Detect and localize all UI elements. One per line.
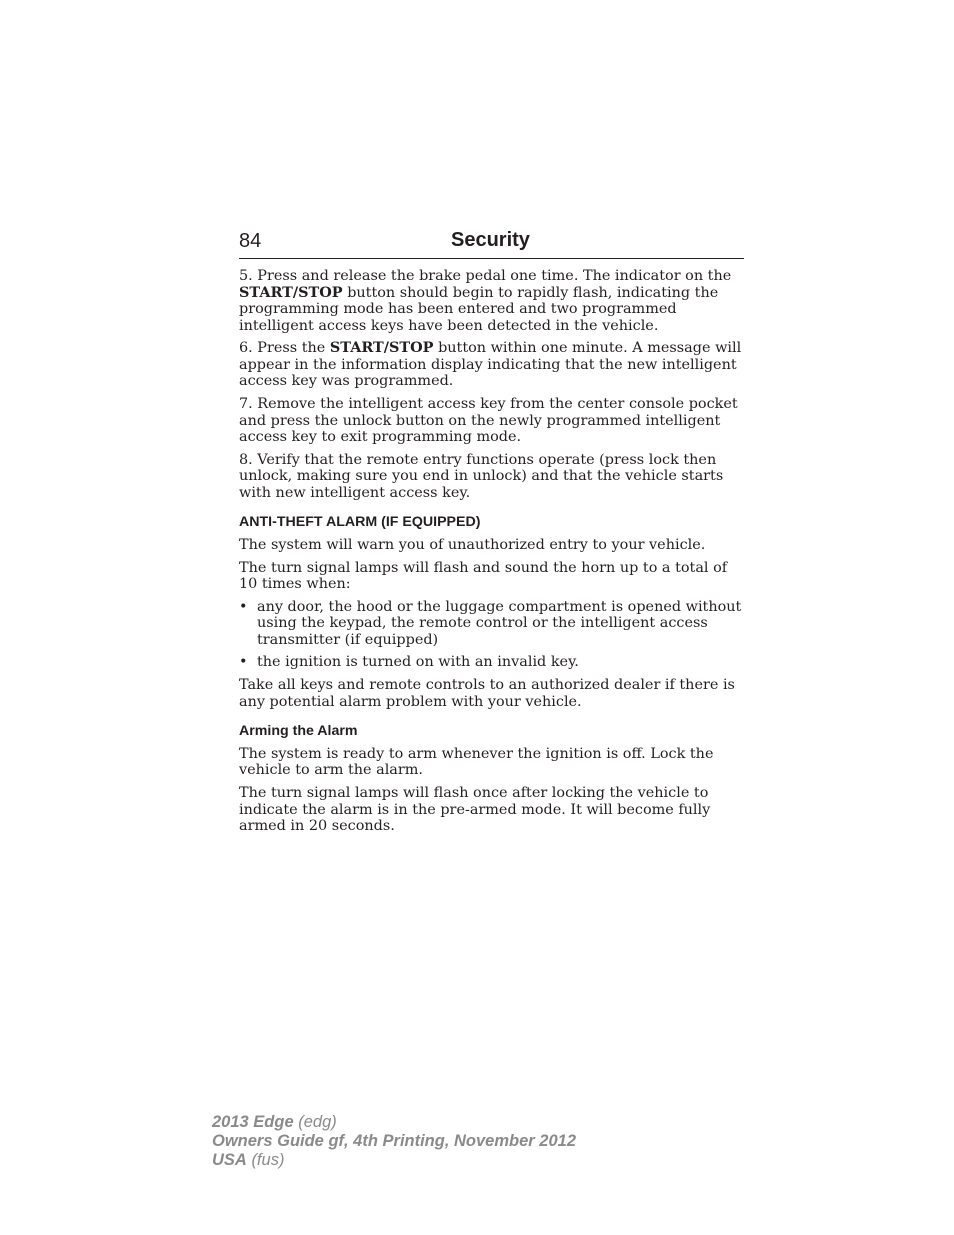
footer-line-2: Owners Guide gf, 4th Printing, November 2012 bbox=[212, 1132, 576, 1150]
step-7: 7. Remove the intelligent access key from the center console pocket and press the unlock button on the newly programmed intelligent access key to exit programming mode. bbox=[239, 396, 738, 446]
alarm-paragraph-1: The system will warn you of unauthorized entry to your vehicle. bbox=[239, 536, 706, 553]
page-header bbox=[239, 228, 744, 259]
alarm-paragraph-3: Take all keys and remote controls to an authorized dealer if there is any potential alarm problem with your vehicle. bbox=[239, 677, 735, 710]
alarm-bullet-list bbox=[239, 599, 745, 671]
arming-heading: Arming the Alarm bbox=[239, 723, 358, 740]
alarm-paragraph-2: The turn signal lamps will flash and sound the horn up to a total of 10 times when: bbox=[239, 559, 728, 593]
list-item: • the ignition is turned on with an invalid key. bbox=[239, 654, 579, 671]
page-footer bbox=[212, 1113, 576, 1170]
start-stop-label: START/STOP bbox=[239, 283, 343, 301]
bullet-icon: • bbox=[239, 654, 248, 671]
footer-line-3: USA (fus) bbox=[212, 1151, 285, 1169]
bullet-icon: • bbox=[239, 598, 248, 615]
step-5: 5. Press and release the brake pedal one time. The indicator on the START/STOP button should begin to rapidly flash, indicating the programming mode has been entered and two programmed intelligent access keys have been detected in the vehicle. bbox=[239, 268, 732, 334]
page-number: 84 bbox=[239, 230, 262, 252]
section-title: Security bbox=[451, 229, 530, 251]
arming-paragraph-1: The system is ready to arm whenever the ignition is off. Lock the vehicle to arm the alarm. bbox=[239, 745, 714, 779]
list-item: • any door, the hood or the luggage compartment is opened without using the keypad, the remote control or the intelligent access transmitter (if equipped) bbox=[239, 598, 742, 648]
page-content bbox=[239, 268, 745, 841]
step-6: 6. Press the START/STOP button within one minute. A message will appear in the information display indicating that the new intelligent access key was programmed. bbox=[239, 339, 742, 390]
start-stop-label: START/STOP bbox=[329, 339, 434, 357]
arming-paragraph-2: The turn signal lamps will flash once after locking the vehicle to indicate the alarm is in the pre-armed mode. It will become fully armed in 20 seconds. bbox=[239, 785, 711, 835]
footer-line-1: 2013 Edge (edg) bbox=[212, 1113, 337, 1131]
anti-theft-heading: ANTI-THEFT ALARM (IF EQUIPPED) bbox=[239, 514, 481, 531]
step-8: 8. Verify that the remote entry functions operate (press lock then unlock, making sure you end in unlock) and that the vehicle starts with new intelligent access key. bbox=[239, 451, 724, 501]
